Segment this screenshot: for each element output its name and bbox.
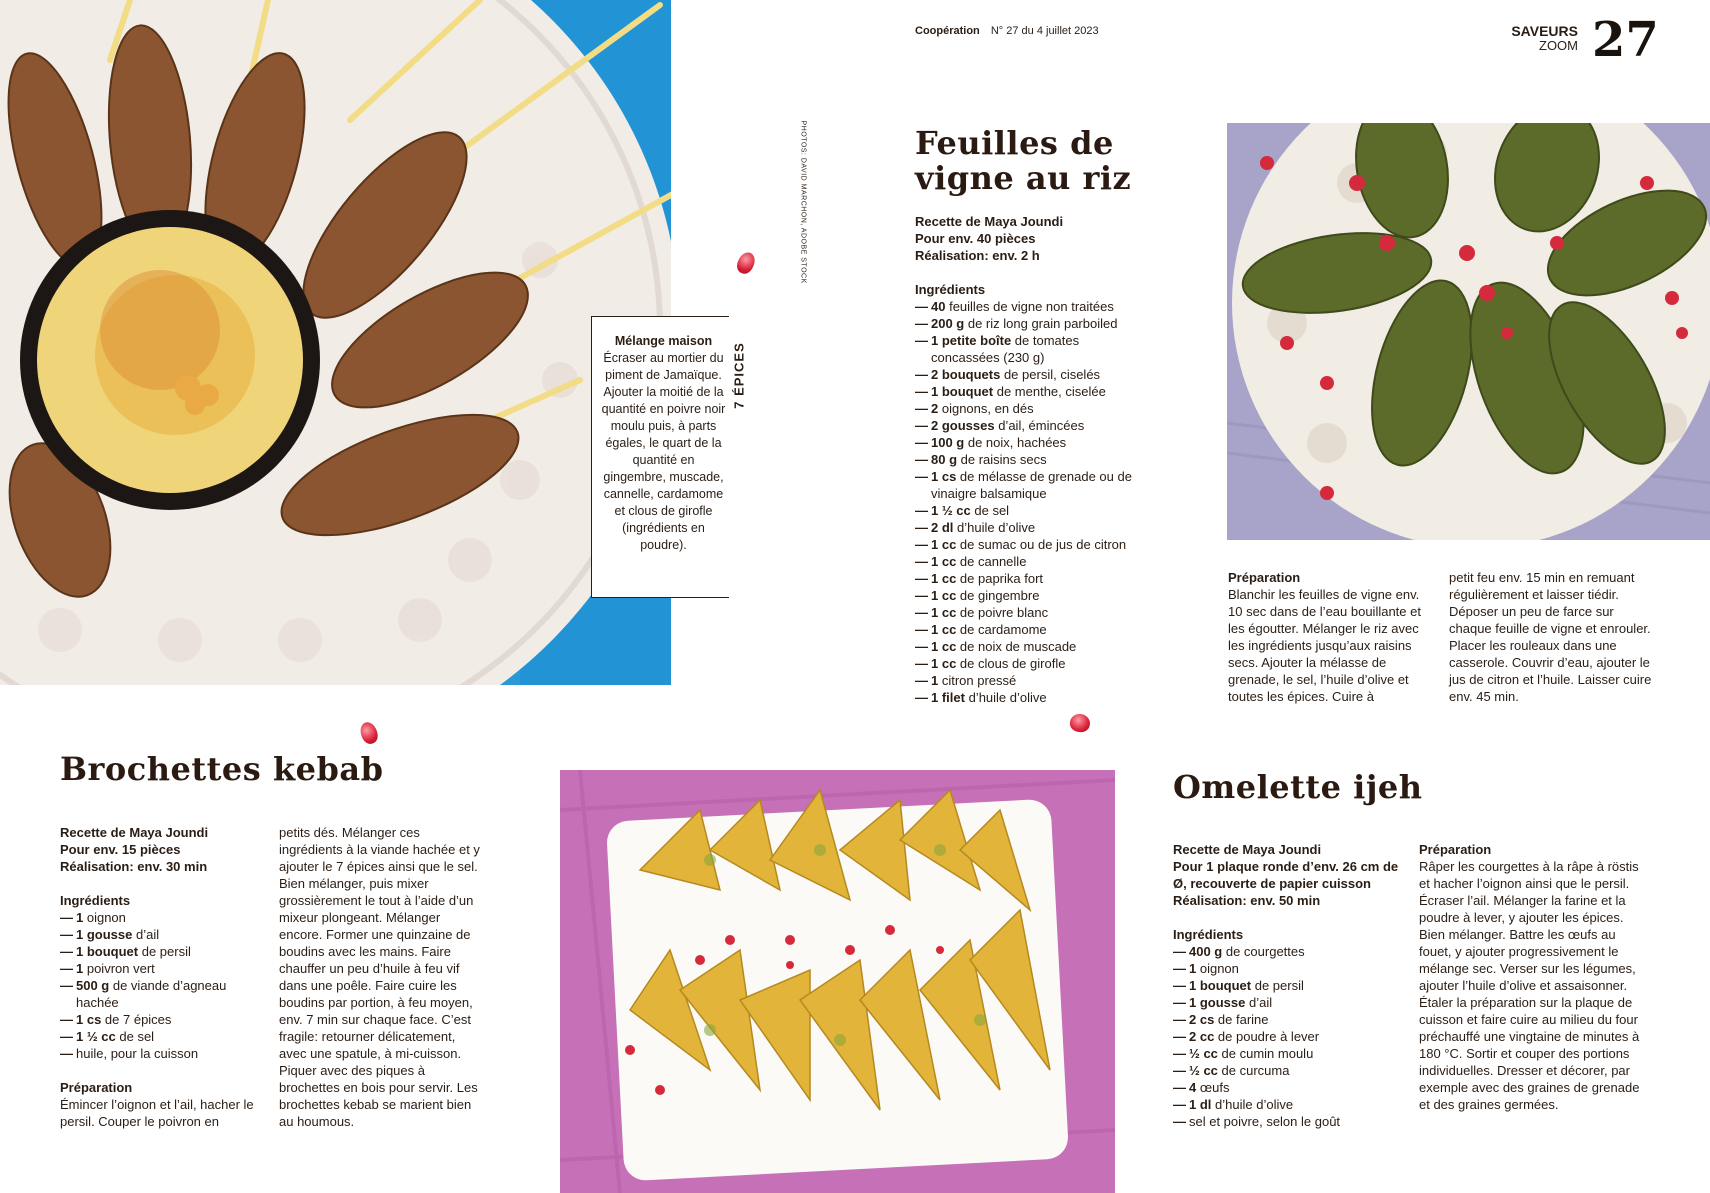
ingredient-name: de sel bbox=[115, 1029, 155, 1044]
ingredient-name: de noix de muscade bbox=[956, 639, 1077, 654]
dash-bullet-icon: — bbox=[915, 537, 928, 552]
ingredient-quantity: 1 filet bbox=[931, 690, 965, 705]
dash-bullet-icon: — bbox=[1173, 961, 1186, 976]
dash-bullet-icon: — bbox=[60, 944, 73, 959]
feuilles-prep-heading: Préparation bbox=[1228, 570, 1301, 585]
ingredient-name: de noix, hachées bbox=[964, 435, 1067, 450]
feuilles-servings: Pour env. 40 pièces bbox=[915, 231, 1036, 246]
ingredient-name: feuilles de vigne non traitées bbox=[945, 299, 1114, 314]
ingredient-item bbox=[60, 943, 230, 960]
dash-bullet-icon: — bbox=[1173, 1080, 1186, 1095]
ingredient-name: sel et poivre, selon le goût bbox=[1189, 1114, 1341, 1129]
photo-credit: PHOTOS: DAVID MARCHON, ADOBE STOCK bbox=[799, 120, 807, 284]
ingredient-item bbox=[1173, 1096, 1373, 1113]
ingredient-item bbox=[1173, 1079, 1373, 1096]
omelette-duration: Réalisation: env. 50 min bbox=[1173, 893, 1321, 908]
dash-bullet-icon: — bbox=[60, 1046, 73, 1061]
ingredient-item bbox=[915, 383, 1145, 400]
ingredient-name: de riz long grain parboiled bbox=[964, 316, 1118, 331]
ingredient-item bbox=[915, 553, 1145, 570]
omelette-ingredients-heading: Ingrédients bbox=[1173, 927, 1244, 942]
ingredient-quantity: 1 cc bbox=[931, 537, 957, 552]
section-label bbox=[1500, 24, 1578, 53]
dash-bullet-icon: — bbox=[915, 299, 928, 314]
ingredient-name: d’ail bbox=[132, 927, 160, 942]
ingredient-name: de menthe, ciselée bbox=[993, 384, 1106, 399]
dash-bullet-icon: — bbox=[915, 520, 928, 535]
ingredient-quantity: 40 bbox=[931, 299, 946, 314]
kebab-ingredient-list bbox=[60, 909, 230, 1062]
ingredient-quantity: ½ cc bbox=[1189, 1046, 1218, 1061]
feuilles-title-line1: Feuilles de bbox=[915, 124, 1114, 162]
ingredient-name: de poivre blanc bbox=[956, 605, 1049, 620]
ingredient-name: de persil, ciselés bbox=[1000, 367, 1101, 382]
dash-bullet-icon: — bbox=[915, 673, 928, 688]
omelette-prep-text: Râper les courgettes à la râpe à röstis et hacher l’oignon ainsi que le persil. Écraser l’ail. Mélanger la farine et la poudre à lever, y ajouter les épices. Bien mélanger. Battre les œufs au fouet, y ajouter progressivement le mélange sec. Verser sur les légumes, ajouter l’huile d’olive et assaisonner. Étaler la préparation sur la plaque de cuisson et faire cuire au milieu du four préchauffé une vingtaine de minutes à 180 °C. Sortir et couper des portions individuelles. Dresser et décorer, par exemple avec des graines de grenade et des graines germées. bbox=[1419, 859, 1640, 1112]
ingredient-name: de farine bbox=[1214, 1012, 1269, 1027]
pomegranate-seed-icon bbox=[358, 720, 381, 746]
ingredient-name: huile, pour la cuisson bbox=[76, 1046, 199, 1061]
spice-box-title: Mélange maison bbox=[614, 334, 713, 348]
omelette-photo bbox=[560, 770, 1115, 1193]
ingredient-item bbox=[60, 1028, 230, 1045]
ingredient-quantity: 1 bbox=[931, 673, 939, 688]
dash-bullet-icon: — bbox=[915, 639, 928, 654]
omelette-author: Recette de Maya Joundi bbox=[1173, 842, 1322, 857]
ingredient-item bbox=[915, 434, 1145, 451]
ingredient-quantity: 1 bouquet bbox=[931, 384, 994, 399]
ingredient-quantity: 1 cc bbox=[931, 588, 957, 603]
feuilles-ingredient-list bbox=[915, 298, 1145, 706]
ingredient-name: d’huile d’olive bbox=[1211, 1097, 1294, 1112]
ingredient-item bbox=[60, 960, 230, 977]
ingredient-name: de sel bbox=[970, 503, 1010, 518]
header-bar bbox=[915, 24, 1099, 38]
spice-box-tab bbox=[729, 316, 749, 598]
ingredient-item bbox=[915, 417, 1145, 434]
ingredient-item bbox=[1173, 943, 1373, 960]
dash-bullet-icon: — bbox=[1173, 1063, 1186, 1078]
ingredient-name: oignon bbox=[1196, 961, 1239, 976]
dash-bullet-icon: — bbox=[1173, 1097, 1186, 1112]
ingredient-name: de curcuma bbox=[1217, 1063, 1290, 1078]
ingredient-name: de mélasse de grenade ou de vinaigre balsamique bbox=[931, 469, 1132, 501]
ingredient-name: de gingembre bbox=[956, 588, 1040, 603]
omelette-prep-heading: Préparation bbox=[1419, 842, 1492, 857]
ingredient-quantity: 2 gousses bbox=[931, 418, 995, 433]
ingredient-name: de 7 épices bbox=[101, 1012, 172, 1027]
ingredient-quantity: 1 bbox=[1189, 961, 1197, 976]
dash-bullet-icon: — bbox=[915, 503, 928, 518]
ingredient-item bbox=[60, 909, 230, 926]
ingredient-quantity: 2 cs bbox=[1189, 1012, 1215, 1027]
dash-bullet-icon: — bbox=[915, 401, 928, 416]
ingredient-quantity: 2 bouquets bbox=[931, 367, 1001, 382]
ingredient-item bbox=[915, 621, 1145, 638]
ingredient-quantity: 1 cc bbox=[931, 622, 957, 637]
ingredient-name: de persil bbox=[1251, 978, 1304, 993]
ingredient-item bbox=[915, 332, 1145, 366]
ingredient-quantity: 1 bouquet bbox=[76, 944, 139, 959]
kebab-meta bbox=[60, 824, 260, 1130]
ingredient-item bbox=[1173, 1011, 1373, 1028]
ingredient-item bbox=[915, 570, 1145, 587]
ingredient-item bbox=[1173, 994, 1373, 1011]
ingredient-item bbox=[915, 519, 1145, 536]
dash-bullet-icon: — bbox=[915, 690, 928, 705]
ingredient-quantity: 1 cc bbox=[931, 605, 957, 620]
omelette-servings: Pour 1 plaque ronde d’env. 26 cm de Ø, recouverte de papier cuisson bbox=[1173, 859, 1399, 891]
omelette-preparation bbox=[1419, 841, 1647, 1113]
ingredient-item bbox=[915, 298, 1145, 315]
magazine-name: Coopération bbox=[915, 25, 980, 37]
ingredient-item bbox=[1173, 1113, 1373, 1130]
ingredient-name: de courgettes bbox=[1222, 944, 1305, 959]
feuilles-meta bbox=[915, 213, 1145, 706]
ingredient-name: de poudre à lever bbox=[1214, 1029, 1320, 1044]
dash-bullet-icon: — bbox=[915, 316, 928, 331]
ingredient-quantity: 1 gousse bbox=[76, 927, 133, 942]
dash-bullet-icon: — bbox=[1173, 1029, 1186, 1044]
ingredient-name: d’ail bbox=[1245, 995, 1273, 1010]
dash-bullet-icon: — bbox=[915, 656, 928, 671]
ingredient-name: de persil bbox=[138, 944, 191, 959]
dash-bullet-icon: — bbox=[915, 452, 928, 467]
ingredient-item bbox=[915, 604, 1145, 621]
kebab-photo bbox=[0, 0, 671, 685]
feuilles-title-line2: vigne au riz bbox=[915, 158, 1132, 197]
ingredient-item bbox=[915, 536, 1145, 553]
ingredient-quantity: 2 bbox=[931, 401, 939, 416]
ingredient-item bbox=[915, 502, 1145, 519]
ingredient-quantity: ½ cc bbox=[1189, 1063, 1218, 1078]
dash-bullet-icon: — bbox=[915, 554, 928, 569]
ingredient-name: d’huile d’olive bbox=[953, 520, 1036, 535]
section-title: SAVEURS bbox=[1511, 23, 1578, 39]
ingredient-item bbox=[915, 655, 1145, 672]
ingredient-name: poivron vert bbox=[83, 961, 155, 976]
ingredient-quantity: 100 g bbox=[931, 435, 965, 450]
dash-bullet-icon: — bbox=[915, 588, 928, 603]
ingredient-quantity: 1 petite boîte bbox=[931, 333, 1012, 348]
dash-bullet-icon: — bbox=[915, 384, 928, 399]
spice-box bbox=[591, 316, 736, 598]
ingredient-quantity: 1 cc bbox=[931, 639, 957, 654]
ingredient-item bbox=[915, 638, 1145, 655]
ingredient-name: de cumin moulu bbox=[1217, 1046, 1314, 1061]
dash-bullet-icon: — bbox=[915, 367, 928, 382]
ingredient-quantity: 1 dl bbox=[1189, 1097, 1212, 1112]
ingredient-quantity: 1 cs bbox=[76, 1012, 102, 1027]
dash-bullet-icon: — bbox=[60, 927, 73, 942]
dash-bullet-icon: — bbox=[60, 1012, 73, 1027]
ingredient-quantity: 1 cc bbox=[931, 571, 957, 586]
page-number: 27 bbox=[1592, 12, 1659, 68]
kebab-title: Brochettes kebab bbox=[60, 750, 384, 788]
dash-bullet-icon: — bbox=[60, 961, 73, 976]
omelette-meta bbox=[1173, 841, 1408, 1130]
ingredient-item bbox=[915, 468, 1145, 502]
feuilles-title bbox=[915, 126, 1131, 195]
dash-bullet-icon: — bbox=[1173, 1046, 1186, 1061]
ingredient-item bbox=[915, 366, 1145, 383]
ingredient-item bbox=[1173, 1062, 1373, 1079]
ingredient-item bbox=[915, 587, 1145, 604]
feuilles-preparation-col1 bbox=[1228, 569, 1433, 705]
ingredient-item bbox=[915, 451, 1145, 468]
ingredient-quantity: 1 bbox=[76, 961, 84, 976]
ingredient-quantity: 80 g bbox=[931, 452, 958, 467]
ingredient-quantity: 1 gousse bbox=[1189, 995, 1246, 1010]
ingredient-name: œufs bbox=[1196, 1080, 1230, 1095]
ingredient-quantity: 1 bbox=[76, 910, 84, 925]
ingredient-item bbox=[60, 926, 230, 943]
ingredient-quantity: 1 ½ cc bbox=[931, 503, 971, 518]
feuilles-prep-text-1: Blanchir les feuilles de vigne env. 10 sec dans de l’eau bouillante et les égoutter. Mélanger le riz avec les ingrédients jusqu’aux raisins secs. Ajouter la mélasse de grenade, le sel, l’huile d’olive et toutes les épices. Cuire à bbox=[1228, 587, 1421, 704]
ingredient-quantity: 1 cs bbox=[931, 469, 957, 484]
dash-bullet-icon: — bbox=[1173, 944, 1186, 959]
dash-bullet-icon: — bbox=[915, 469, 928, 484]
issue-info: N° 27 du 4 juillet 2023 bbox=[990, 25, 1099, 37]
ingredient-name: oignon bbox=[83, 910, 126, 925]
ingredient-quantity: 4 bbox=[1189, 1080, 1197, 1095]
dash-bullet-icon: — bbox=[1173, 1114, 1186, 1129]
dash-bullet-icon: — bbox=[60, 1029, 73, 1044]
spice-box-text: Écraser au mortier du piment de Jamaïque. Ajouter la moitié de la quantité en poivre noir moulu puis, à parts égales, le quart de la quantité en gingembre, muscade, cannelle, cardamome et clous de girofle (ingrédients en poudre). bbox=[601, 351, 726, 552]
feuilles-photo bbox=[1227, 123, 1710, 540]
feuilles-prep-text-2: petit feu env. 15 min en remuant régulièrement et laisser tiédir. Déposer un peu de farce sur chaque feuille de vigne et enrouler. Placer les rouleaux dans une casserole. Couvrir d’eau, ajouter le jus de citron et l’huile. Laisser cuire env. 45 min. bbox=[1449, 570, 1652, 704]
section-subtitle: ZOOM bbox=[1539, 38, 1578, 53]
dash-bullet-icon: — bbox=[60, 910, 73, 925]
feuilles-preparation-col2 bbox=[1449, 569, 1654, 705]
ingredient-name: de cannelle bbox=[956, 554, 1027, 569]
dash-bullet-icon: — bbox=[1173, 978, 1186, 993]
ingredient-quantity: 1 cc bbox=[931, 656, 957, 671]
ingredient-name: de tomates concassées (230 g) bbox=[931, 333, 1080, 365]
spice-box-tab-label: 7 ÉPICES bbox=[731, 342, 747, 409]
ingredient-item bbox=[1173, 1045, 1373, 1062]
dash-bullet-icon: — bbox=[1173, 995, 1186, 1010]
dash-bullet-icon: — bbox=[915, 333, 928, 348]
ingredient-name: de clous de girofle bbox=[956, 656, 1066, 671]
pomegranate-seed-icon bbox=[1069, 712, 1092, 733]
ingredient-name: de paprika fort bbox=[956, 571, 1044, 586]
dash-bullet-icon: — bbox=[1173, 1012, 1186, 1027]
ingredient-quantity: 1 ½ cc bbox=[76, 1029, 116, 1044]
ingredient-name: oignons, en dés bbox=[938, 401, 1034, 416]
ingredient-item bbox=[60, 1011, 230, 1028]
feuilles-author: Recette de Maya Joundi bbox=[915, 214, 1064, 229]
ingredient-item bbox=[60, 977, 230, 1011]
ingredient-item bbox=[915, 315, 1145, 332]
kebab-ingredients-heading: Ingrédients bbox=[60, 893, 131, 908]
ingredient-item bbox=[915, 672, 1145, 689]
feuilles-duration: Réalisation: env. 2 h bbox=[915, 248, 1040, 263]
ingredient-name: de viande d’agneau hachée bbox=[76, 978, 227, 1010]
dash-bullet-icon: — bbox=[915, 435, 928, 450]
ingredient-quantity: 400 g bbox=[1189, 944, 1223, 959]
dash-bullet-icon: — bbox=[915, 605, 928, 620]
kebab-servings: Pour env. 15 pièces bbox=[60, 842, 181, 857]
feuilles-ingredients-heading: Ingrédients bbox=[915, 282, 986, 297]
dash-bullet-icon: — bbox=[915, 622, 928, 637]
kebab-duration: Réalisation: env. 30 min bbox=[60, 859, 208, 874]
dash-bullet-icon: — bbox=[915, 571, 928, 586]
ingredient-quantity: 1 bouquet bbox=[1189, 978, 1252, 993]
omelette-title: Omelette ijeh bbox=[1173, 768, 1423, 806]
kebab-prep-text-2: petits dés. Mélanger ces ingrédients à la viande hachée et y ajouter le 7 épices ainsi que le sel. Bien mélanger, puis mixer grossièrement le tout à l’aide d’un mixeur plongeant. Mélanger encore. Former une quinzaine de boudins avec les mains. Faire chauffer un peu d’huile à feu vif dans une poêle. Faire cuire les boudins par portion, à feu moyen, env. 7 min sur chaque face. C’est fragile: retourner délicatement, avec une spatule, à mi-cuisson. Piquer avec des piques à brochettes en bois pour servir. Les brochettes kebab se marient bien au houmous. bbox=[279, 825, 480, 1129]
ingredient-quantity: 2 cc bbox=[1189, 1029, 1215, 1044]
kebab-preparation-col2 bbox=[279, 824, 484, 1130]
ingredient-name: d’huile d’olive bbox=[964, 690, 1047, 705]
kebab-prep-heading: Préparation bbox=[60, 1080, 133, 1095]
dash-bullet-icon: — bbox=[915, 418, 928, 433]
ingredient-name: de cardamome bbox=[956, 622, 1047, 637]
ingredient-name: de sumac ou de jus de citron bbox=[956, 537, 1127, 552]
kebab-prep-text-1: Émincer l’oignon et l’ail, hacher le persil. Couper le poivron en bbox=[60, 1097, 254, 1129]
ingredient-quantity: 2 dl bbox=[931, 520, 954, 535]
ingredient-item bbox=[1173, 960, 1373, 977]
ingredient-item bbox=[915, 400, 1145, 417]
dash-bullet-icon: — bbox=[60, 978, 73, 993]
ingredient-name: d’ail, émincées bbox=[994, 418, 1085, 433]
ingredient-quantity: 200 g bbox=[931, 316, 965, 331]
ingredient-name: de raisins secs bbox=[957, 452, 1047, 467]
ingredient-quantity: 1 cc bbox=[931, 554, 957, 569]
ingredient-item bbox=[915, 689, 1145, 706]
ingredient-item bbox=[1173, 977, 1373, 994]
ingredient-item bbox=[1173, 1028, 1373, 1045]
ingredient-name: citron pressé bbox=[938, 673, 1017, 688]
omelette-ingredient-list bbox=[1173, 943, 1373, 1130]
ingredient-item bbox=[60, 1045, 230, 1062]
pomegranate-seed-icon bbox=[734, 250, 758, 277]
ingredient-quantity: 500 g bbox=[76, 978, 110, 993]
kebab-author: Recette de Maya Joundi bbox=[60, 825, 209, 840]
